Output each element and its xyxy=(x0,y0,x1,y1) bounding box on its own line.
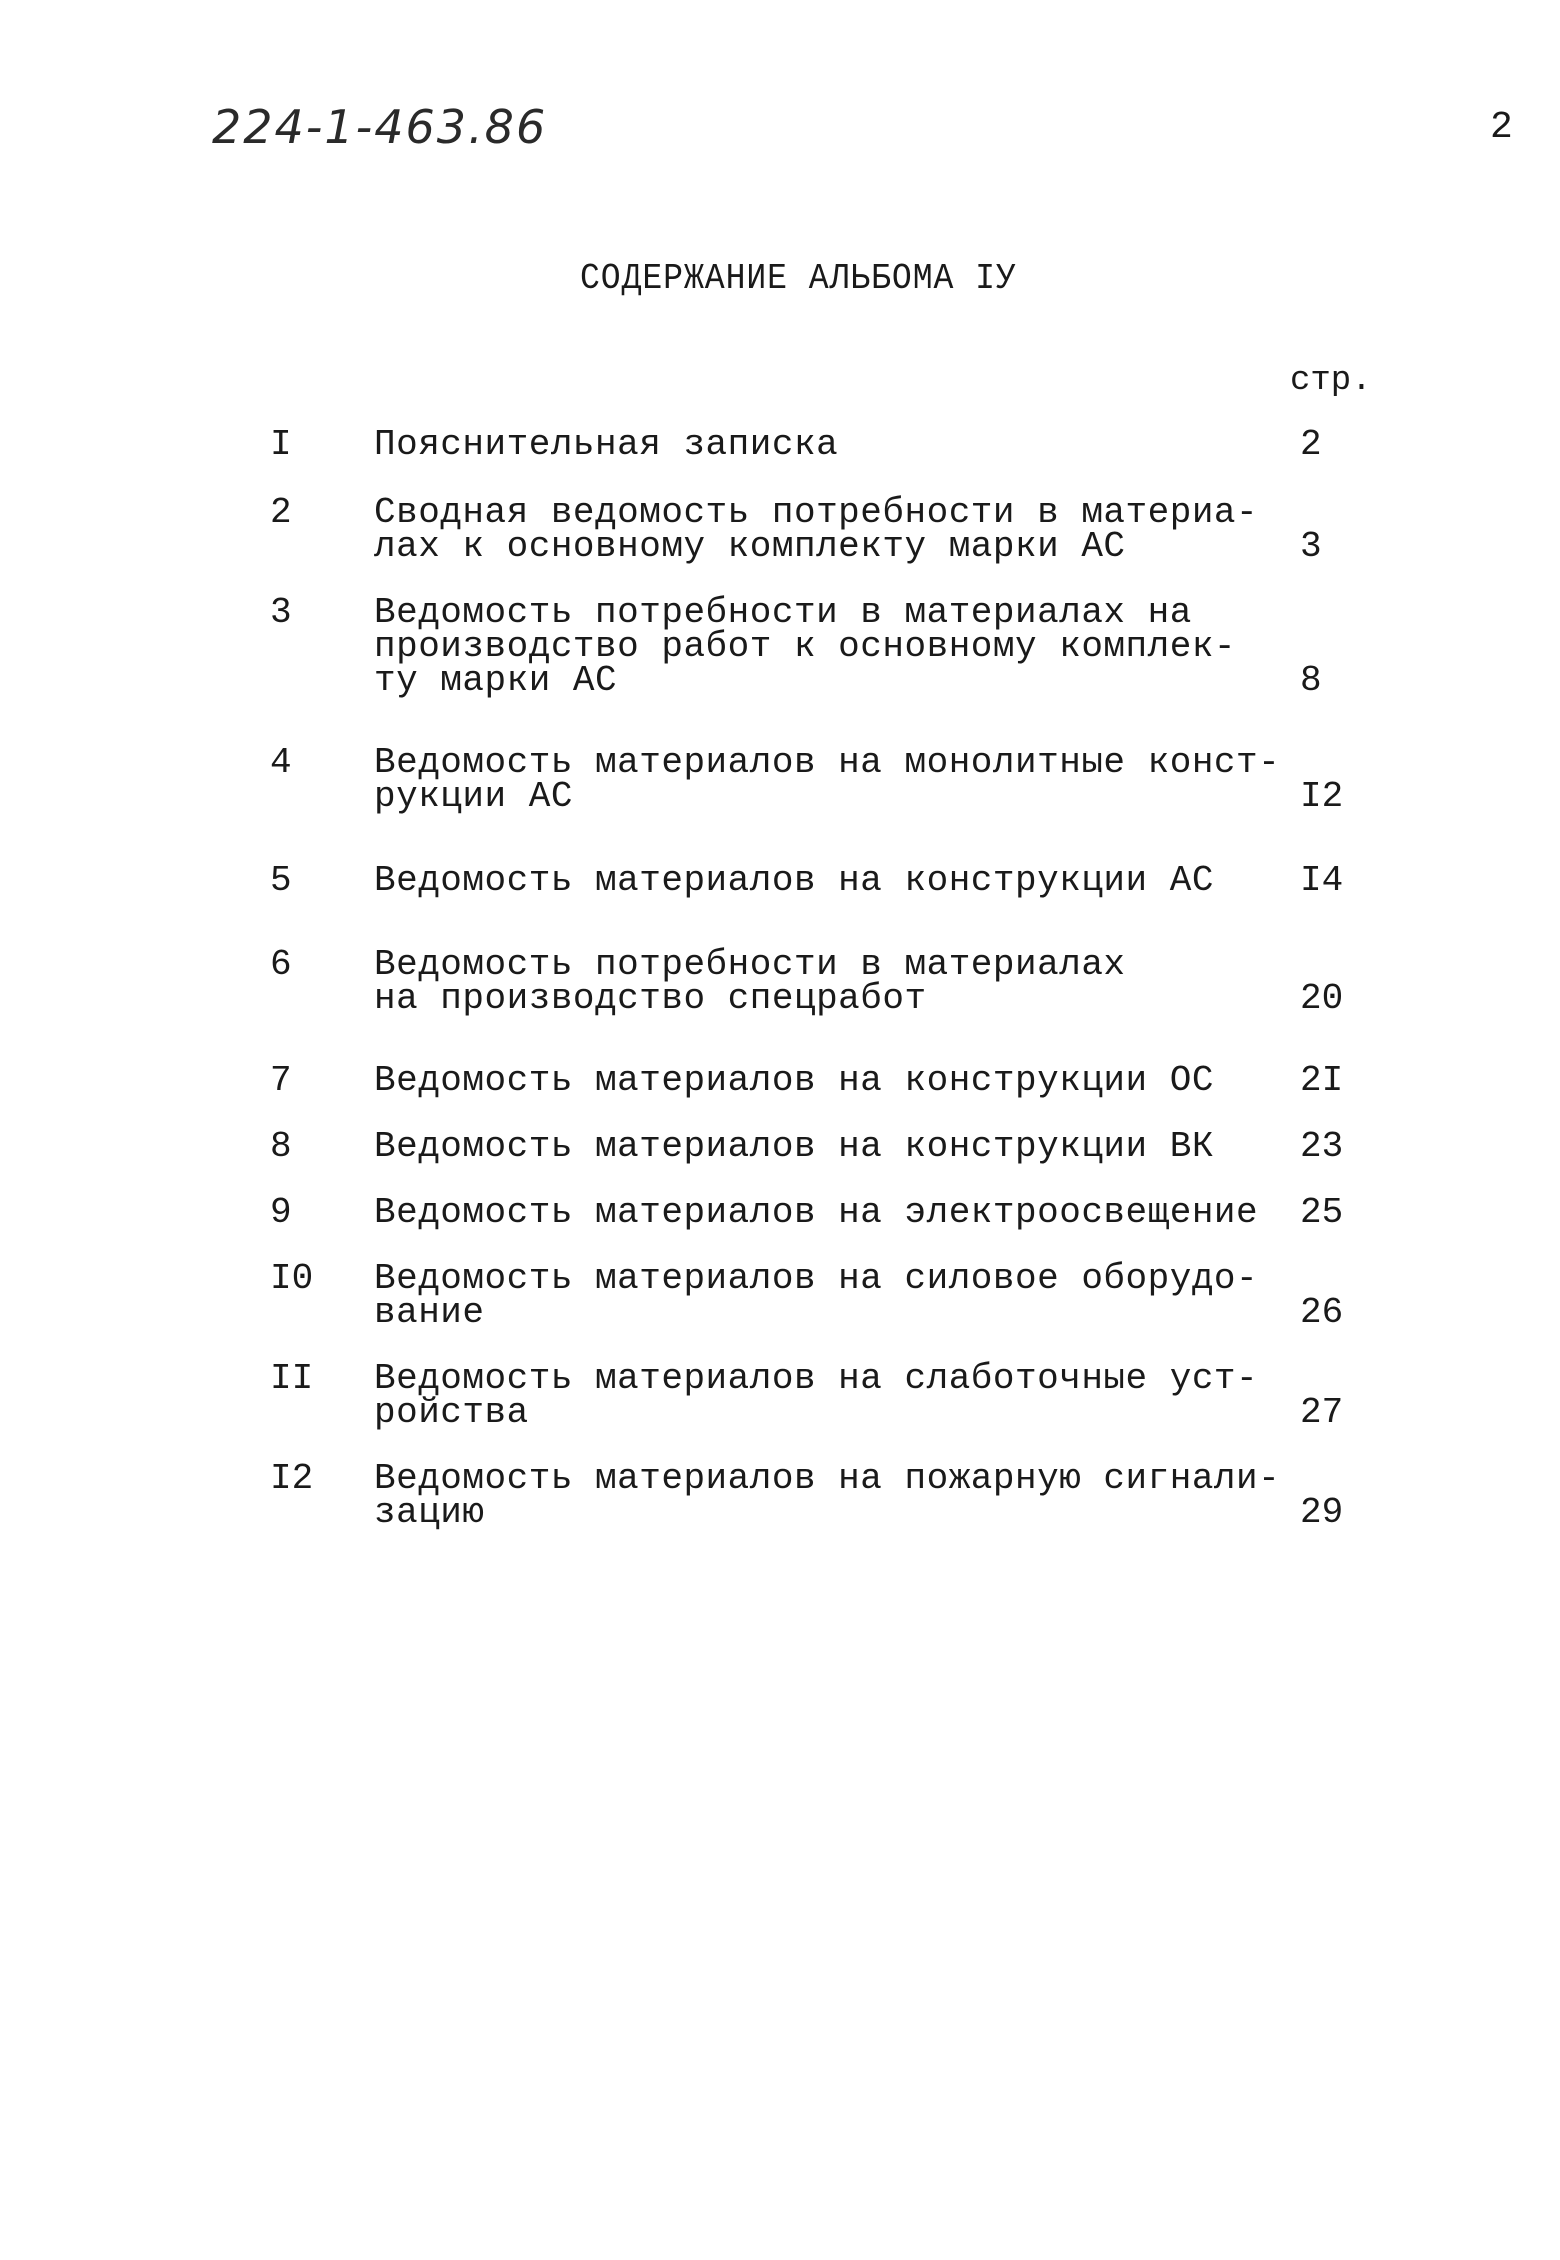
toc-entry-line: Ведомость материалов на конструкции АС xyxy=(374,860,1214,901)
page-number: 2 xyxy=(1490,106,1513,149)
toc-entry-page: 20 xyxy=(1300,978,1344,1019)
toc-entry-title xyxy=(374,1258,1259,1333)
toc-entry-line: Ведомость материалов на электроосвещение xyxy=(374,1192,1259,1233)
toc-entry-number: 8 xyxy=(270,1126,292,1167)
toc-entry-line: Ведомость потребности в материалах xyxy=(374,944,1126,985)
toc-entry-title xyxy=(374,592,1237,701)
toc-entry-page: 8 xyxy=(1300,660,1322,701)
toc-entry-line: вание xyxy=(374,1292,485,1333)
toc-entry-number: I2 xyxy=(270,1458,314,1499)
toc-entry-page: 3 xyxy=(1300,526,1322,567)
toc-entry-title xyxy=(374,1192,1259,1233)
toc-entry-title xyxy=(374,1358,1259,1433)
toc-entry-number: 5 xyxy=(270,860,292,901)
toc-entry-page: 2I xyxy=(1300,1060,1344,1101)
toc-entry-line: рукции АС xyxy=(374,776,573,817)
toc-entry-line: Ведомость материалов на силовое оборудо- xyxy=(374,1258,1259,1299)
toc-entry-line: ту марки АС xyxy=(374,660,618,701)
toc-entry-title xyxy=(374,1126,1234,1167)
toc-entry-number: I xyxy=(270,424,292,465)
toc-entry-page: 2 xyxy=(1300,424,1322,465)
toc-entry-title xyxy=(374,742,1281,817)
toc-entry-number: II xyxy=(270,1358,314,1399)
toc-entry-title xyxy=(374,1060,1234,1101)
toc-entry-number: I0 xyxy=(270,1258,314,1299)
toc-entry-line: лах к основному комплекту марки АС xyxy=(374,526,1126,567)
toc-entry-line: Ведомость материалов на монолитные конст- xyxy=(374,742,1281,783)
toc-entry-page: 29 xyxy=(1300,1492,1344,1533)
toc-entry-number: 9 xyxy=(270,1192,292,1233)
toc-entry-title xyxy=(374,944,1234,1019)
toc-entry-title xyxy=(374,492,1259,567)
toc-entry-line: производство работ к основному комплек- xyxy=(374,626,1237,667)
toc-entry-number: 7 xyxy=(270,1060,292,1101)
toc-entry-title xyxy=(374,860,1234,901)
toc-entry-page: I4 xyxy=(1300,860,1344,901)
toc-entry-number: 2 xyxy=(270,492,292,533)
toc-entry-line: Ведомость материалов на слаботочные уст- xyxy=(374,1358,1259,1399)
page-title: СОДЕРЖАНИЕ АЛЬБОМА IУ xyxy=(580,258,1017,299)
toc-entry-page: I2 xyxy=(1300,776,1344,817)
toc-entry-number: 6 xyxy=(270,944,292,985)
toc-entry-title xyxy=(374,1458,1281,1533)
toc-entry-line: Сводная ведомость потребности в материа- xyxy=(374,492,1259,533)
toc-entry-line: Пояснительная записка xyxy=(374,424,839,465)
toc-entry-line: ройства xyxy=(374,1392,529,1433)
document-code: 224-1-463.86 xyxy=(212,100,548,154)
toc-entry-page: 26 xyxy=(1300,1292,1344,1333)
toc-entry-number: 4 xyxy=(270,742,292,783)
toc-entry-line: Ведомость материалов на пожарную сигнали- xyxy=(374,1458,1281,1499)
toc-entry-line: Ведомость потребности в материалах на xyxy=(374,592,1192,633)
pages-column-header: стр. xyxy=(1290,362,1372,400)
toc-entry-line: Ведомость материалов на конструкции ВК xyxy=(374,1126,1214,1167)
toc-entry-page: 23 xyxy=(1300,1126,1344,1167)
toc-entry-page: 27 xyxy=(1300,1392,1344,1433)
toc-entry-page: 25 xyxy=(1300,1192,1344,1233)
toc-entry-title xyxy=(374,424,1234,465)
toc-entry-number: 3 xyxy=(270,592,292,633)
toc-entry-line: на производство спецработ xyxy=(374,978,927,1019)
toc-entry-line: Ведомость материалов на конструкции ОС xyxy=(374,1060,1214,1101)
toc-entry-line: зацию xyxy=(374,1492,485,1533)
